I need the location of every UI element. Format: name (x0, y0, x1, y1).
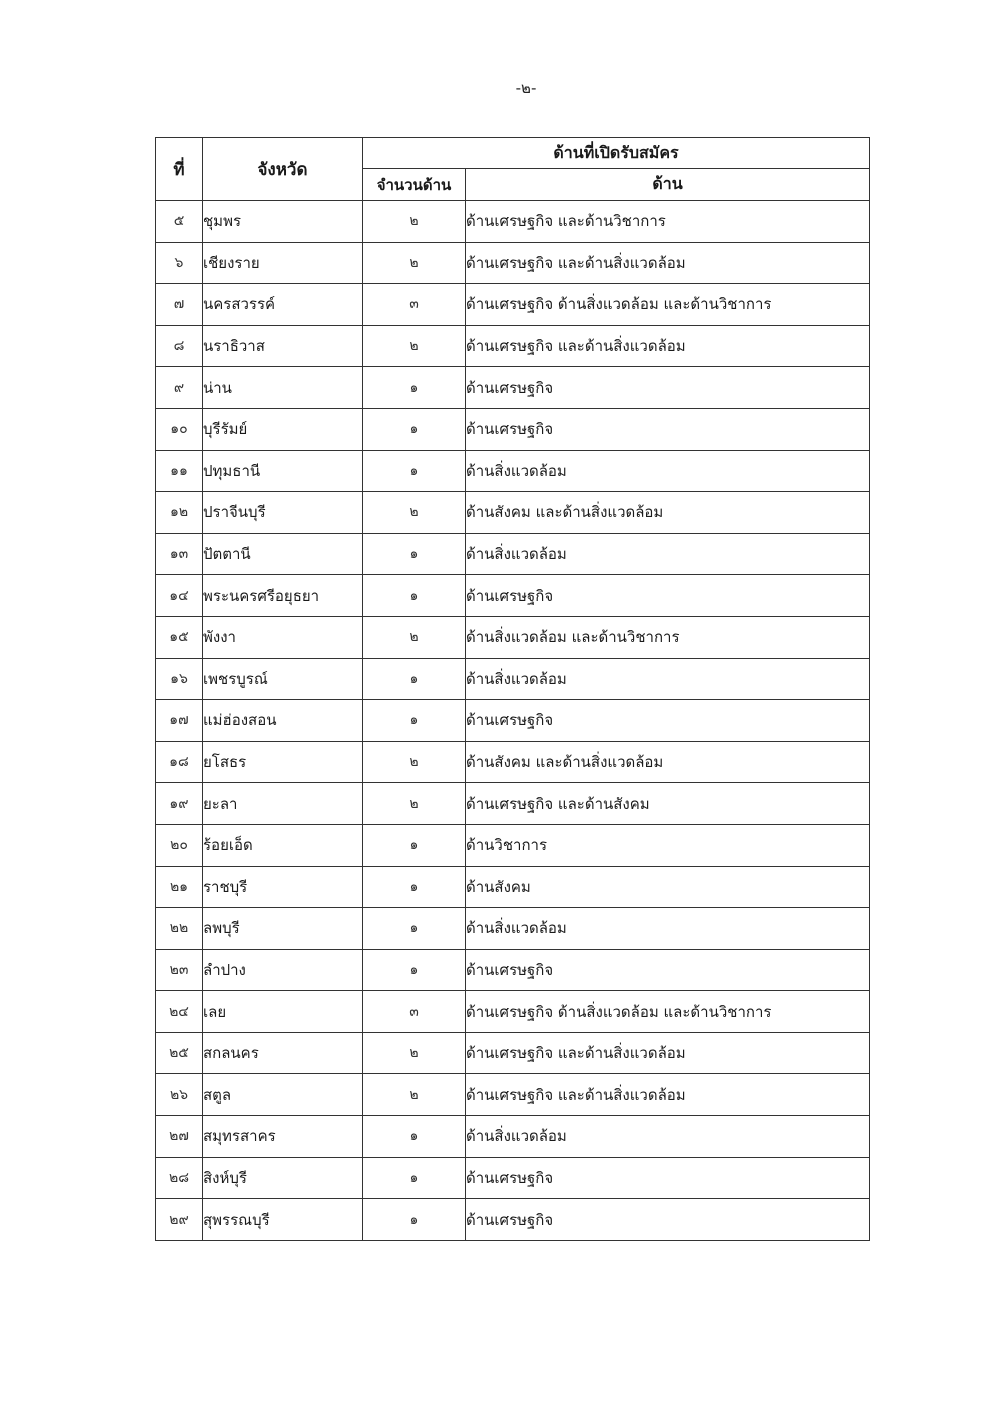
row-number: ๑๔ (156, 575, 203, 617)
side-list: ด้านเศรษฐกิจ (466, 1157, 870, 1199)
province-name: บุรีรัมย์ (203, 408, 363, 450)
row-number: ๑๐ (156, 408, 203, 450)
table-row (156, 1199, 870, 1241)
side-list: ด้านเศรษฐกิจ และด้านสิ่งแวดล้อม (466, 325, 870, 367)
side-count: ๒ (363, 242, 466, 284)
table-row (156, 866, 870, 908)
table-row (156, 408, 870, 450)
row-number: ๑๒ (156, 492, 203, 534)
row-number: ๒๘ (156, 1157, 203, 1199)
province-table (155, 137, 870, 1241)
province-name: เพชรบูรณ์ (203, 658, 363, 700)
province-name: นราธิวาส (203, 325, 363, 367)
side-list: ด้านเศรษฐกิจ (466, 1199, 870, 1241)
side-count: ๑ (363, 658, 466, 700)
side-count: ๒ (363, 741, 466, 783)
row-number: ๙ (156, 367, 203, 409)
side-count: ๑ (363, 700, 466, 742)
side-count: ๒ (363, 201, 466, 243)
side-list: ด้านเศรษฐกิจ และด้านวิชาการ (466, 201, 870, 243)
row-number: ๒๐ (156, 824, 203, 866)
row-number: ๑๓ (156, 533, 203, 575)
side-list: ด้านสิ่งแวดล้อม (466, 658, 870, 700)
table-row (156, 700, 870, 742)
side-list: ด้านสิ่งแวดล้อม และด้านวิชาการ (466, 616, 870, 658)
table-body (156, 201, 870, 1241)
side-count: ๑ (363, 1199, 466, 1241)
side-count: ๓ (363, 284, 466, 326)
side-count: ๑ (363, 1157, 466, 1199)
side-count: ๑ (363, 450, 466, 492)
province-name: สิงห์บุรี (203, 1157, 363, 1199)
table-row (156, 242, 870, 284)
side-count: ๑ (363, 408, 466, 450)
row-number: ๑๘ (156, 741, 203, 783)
table-row (156, 533, 870, 575)
table-row (156, 367, 870, 409)
row-number: ๘ (156, 325, 203, 367)
side-list: ด้านเศรษฐกิจ ด้านสิ่งแวดล้อม และด้านวิชาการ (466, 284, 870, 326)
side-count: ๒ (363, 1074, 466, 1116)
side-list: ด้านเศรษฐกิจ (466, 367, 870, 409)
table-row (156, 991, 870, 1033)
table-row (156, 325, 870, 367)
table-row (156, 492, 870, 534)
province-name: นครสวรรค์ (203, 284, 363, 326)
province-name: พังงา (203, 616, 363, 658)
province-name: ยโสธร (203, 741, 363, 783)
row-number: ๒๑ (156, 866, 203, 908)
side-count: ๑ (363, 824, 466, 866)
row-number: ๑๖ (156, 658, 203, 700)
row-number: ๒๓ (156, 949, 203, 991)
province-name: ปทุมธานี (203, 450, 363, 492)
page-number: -๒- (515, 79, 537, 97)
side-list: ด้านเศรษฐกิจ และด้านสังคม (466, 783, 870, 825)
side-list: ด้านเศรษฐกิจ และด้านสิ่งแวดล้อม (466, 242, 870, 284)
side-count: ๑ (363, 575, 466, 617)
table-row (156, 450, 870, 492)
header-province: จังหวัด (203, 138, 363, 201)
table-row (156, 1074, 870, 1116)
row-number: ๒๕ (156, 1032, 203, 1074)
province-name: สกลนคร (203, 1032, 363, 1074)
side-count: ๑ (363, 908, 466, 950)
province-name: น่าน (203, 367, 363, 409)
province-name: สตูล (203, 1074, 363, 1116)
side-list: ด้านสิ่งแวดล้อม (466, 1116, 870, 1158)
province-name: เลย (203, 991, 363, 1033)
side-list: ด้านเศรษฐกิจ และด้านสิ่งแวดล้อม (466, 1032, 870, 1074)
row-number: ๒๗ (156, 1116, 203, 1158)
table-row (156, 284, 870, 326)
side-count: ๒ (363, 1032, 466, 1074)
side-count: ๑ (363, 533, 466, 575)
side-list: ด้านเศรษฐกิจ (466, 700, 870, 742)
table-row (156, 575, 870, 617)
side-list: ด้านสิ่งแวดล้อม (466, 533, 870, 575)
province-name: ปัตตานี (203, 533, 363, 575)
row-number: ๒๒ (156, 908, 203, 950)
province-name: พระนครศรีอยุธยา (203, 575, 363, 617)
table-header (156, 138, 870, 201)
side-list: ด้านเศรษฐกิจ (466, 575, 870, 617)
side-count: ๑ (363, 367, 466, 409)
table-row (156, 201, 870, 243)
table-row (156, 908, 870, 950)
side-list: ด้านเศรษฐกิจ และด้านสิ่งแวดล้อม (466, 1074, 870, 1116)
province-name: สุพรรณบุรี (203, 1199, 363, 1241)
row-number: ๕ (156, 201, 203, 243)
side-count: ๒ (363, 783, 466, 825)
table-row (156, 1157, 870, 1199)
province-name: ร้อยเอ็ด (203, 824, 363, 866)
side-count: ๑ (363, 866, 466, 908)
row-number: ๒๔ (156, 991, 203, 1033)
row-number: ๑๑ (156, 450, 203, 492)
row-number: ๗ (156, 284, 203, 326)
province-name: ชุมพร (203, 201, 363, 243)
table-row (156, 783, 870, 825)
row-number: ๒๖ (156, 1074, 203, 1116)
header-side-count: จำนวนด้าน (363, 169, 466, 201)
side-count: ๒ (363, 492, 466, 534)
row-number: ๖ (156, 242, 203, 284)
table-row (156, 824, 870, 866)
side-count: ๑ (363, 949, 466, 991)
header-no: ที่ (156, 138, 203, 201)
side-count: ๑ (363, 1116, 466, 1158)
province-name: ราชบุรี (203, 866, 363, 908)
province-name: ลพบุรี (203, 908, 363, 950)
side-list: ด้านสังคม และด้านสิ่งแวดล้อม (466, 741, 870, 783)
table-row (156, 1032, 870, 1074)
table-row (156, 949, 870, 991)
side-list: ด้านเศรษฐกิจ ด้านสิ่งแวดล้อม และด้านวิชาการ (466, 991, 870, 1033)
province-name: แม่ฮ่องสอน (203, 700, 363, 742)
side-count: ๒ (363, 616, 466, 658)
side-count: ๓ (363, 991, 466, 1033)
side-list: ด้านสิ่งแวดล้อม (466, 450, 870, 492)
row-number: ๑๗ (156, 700, 203, 742)
side-list: ด้านสังคม (466, 866, 870, 908)
province-name: ลำปาง (203, 949, 363, 991)
province-name: สมุทรสาคร (203, 1116, 363, 1158)
province-name: ยะลา (203, 783, 363, 825)
header-open-sides: ด้านที่เปิดรับสมัคร (363, 138, 870, 169)
side-count: ๒ (363, 325, 466, 367)
table-row (156, 741, 870, 783)
province-name: เชียงราย (203, 242, 363, 284)
side-list: ด้านสิ่งแวดล้อม (466, 908, 870, 950)
side-list: ด้านเศรษฐกิจ (466, 949, 870, 991)
row-number: ๒๙ (156, 1199, 203, 1241)
table-row (156, 616, 870, 658)
province-name: ปราจีนบุรี (203, 492, 363, 534)
side-list: ด้านเศรษฐกิจ (466, 408, 870, 450)
header-side: ด้าน (466, 169, 870, 201)
row-number: ๑๙ (156, 783, 203, 825)
side-list: ด้านวิชาการ (466, 824, 870, 866)
table-row (156, 658, 870, 700)
row-number: ๑๕ (156, 616, 203, 658)
side-list: ด้านสังคม และด้านสิ่งแวดล้อม (466, 492, 870, 534)
table-row (156, 1116, 870, 1158)
